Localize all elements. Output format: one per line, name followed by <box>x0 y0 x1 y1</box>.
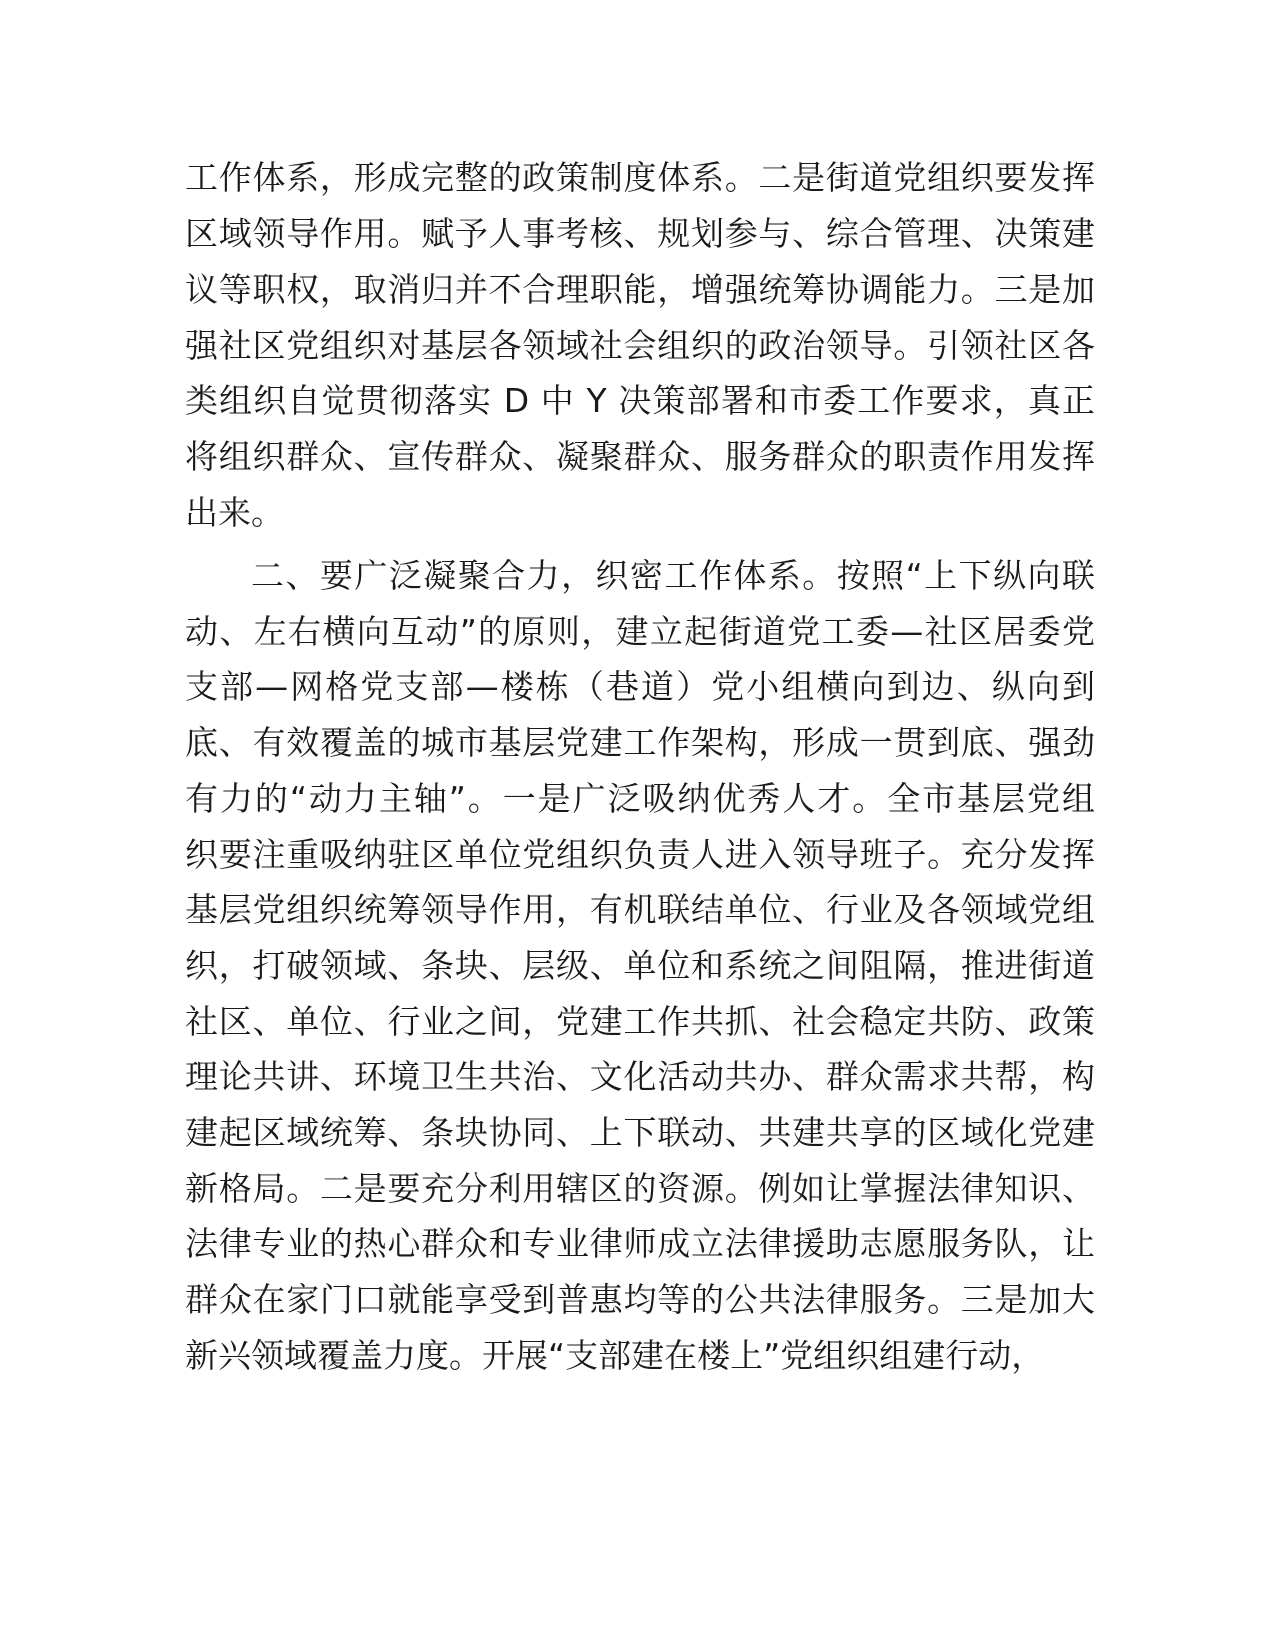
text-line: 出来。 <box>185 493 284 532</box>
text-line: 底、有效覆盖的城市基层党建工作架构，形成一贯到底、强劲 <box>185 723 1095 762</box>
text-line: 建起区域统筹、条块协同、上下联动、共建共享的区域化党建 <box>185 1113 1095 1152</box>
text-line: 强社区党组织对基层各领域社会组织的政治领导。引领社区各 <box>185 326 1095 365</box>
text-line: 基层党组织统筹领导作用，有机联结单位、行业及各领域党组 <box>185 890 1095 929</box>
text-line: 将组织群众、宣传群众、凝聚群众、服务群众的职责作用发挥 <box>185 437 1095 476</box>
text-line: 法律专业的热心群众和专业律师成立法律援助志愿服务队，让 <box>185 1224 1095 1263</box>
text-line: 动、左右横向互动”的原则，建立起街道党工委—社区居委党 <box>185 612 1095 651</box>
text-line: 议等职权，取消归并不合理职能，增强统筹协调能力。三是加 <box>185 270 1095 309</box>
text-line: 新兴领域覆盖力度。开展“支部建在楼上”党组织组建行动， <box>185 1336 1045 1375</box>
text-line: 有力的“动力主轴”。一是广泛吸纳优秀人才。全市基层党组 <box>185 779 1095 818</box>
text-line: 支部—网格党支部—楼栋（巷道）党小组横向到边、纵向到 <box>185 667 1095 706</box>
text-line: 群众在家门口就能享受到普惠均等的公共法律服务。三是加大 <box>185 1280 1095 1319</box>
text-line: 织要注重吸纳驻区单位党组织负责人进入领导班子。充分发挥 <box>185 835 1095 874</box>
text-line: 类组织自觉贯彻落实 D 中 Y 决策部署和市委工作要求，真正 <box>185 381 1095 420</box>
text-line: 新格局。二是要充分利用辖区的资源。例如让掌握法律知识、 <box>185 1169 1095 1208</box>
text-line: 织，打破领域、条块、层级、单位和系统之间阻隔，推进街道 <box>185 946 1095 985</box>
text-line: 工作体系，形成完整的政策制度体系。二是街道党组织要发挥 <box>185 158 1095 197</box>
text-line: 社区、单位、行业之间，党建工作共抓、社会稳定共防、政策 <box>185 1002 1095 1041</box>
text-line: 区域领导作用。赋予人事考核、规划参与、综合管理、决策建 <box>185 214 1095 253</box>
text-line: 理论共讲、环境卫生共治、文化活动共办、群众需求共帮，构 <box>185 1057 1095 1096</box>
paragraph-first-line: 二、要广泛凝聚合力，织密工作体系。按照“上下纵向联 <box>251 556 1095 595</box>
